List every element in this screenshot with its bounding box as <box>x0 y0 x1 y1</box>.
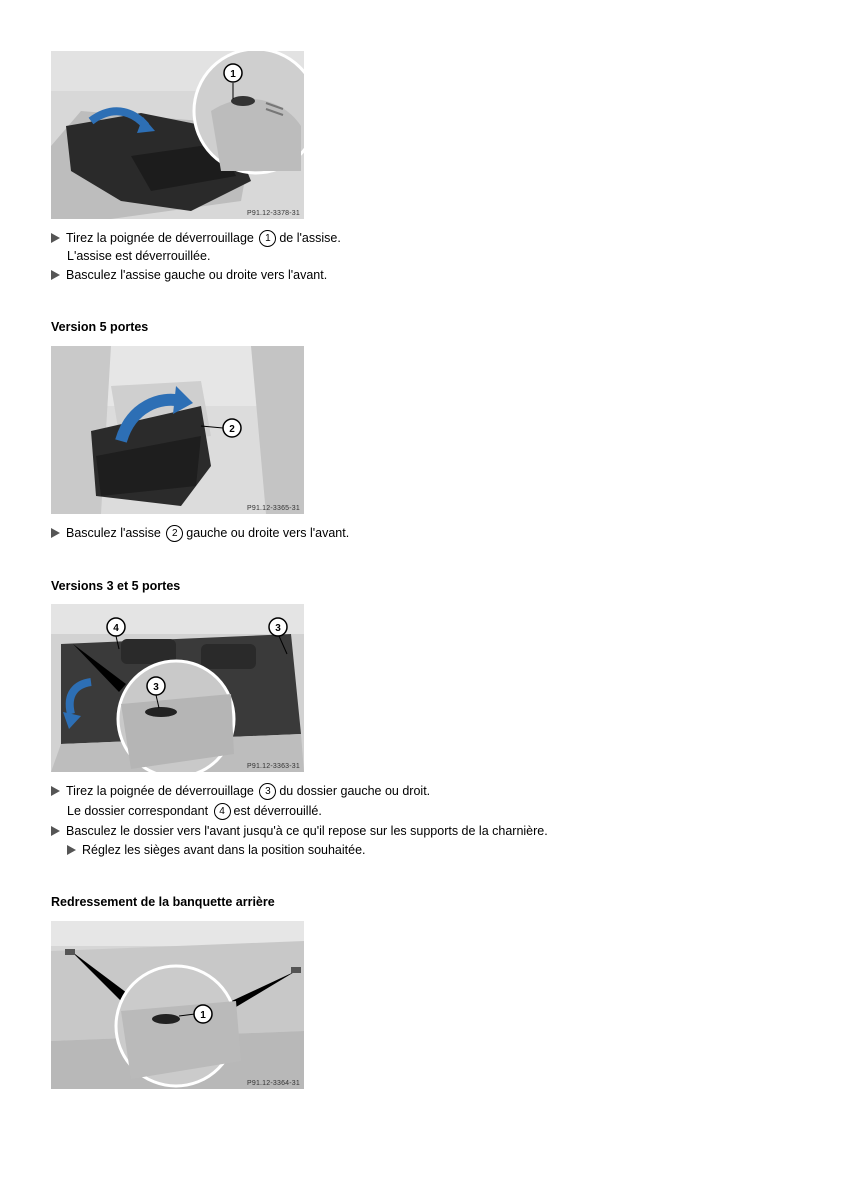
figure-reference: P91.12-3365-31 <box>246 505 300 512</box>
arrow-bullet-icon <box>51 826 60 836</box>
instruction-step <box>51 823 548 839</box>
instruction-step <box>51 230 341 247</box>
step-text: Basculez le dossier vers l'avant jusqu'à ce qu'il repose sur les supports de la charnière. <box>66 824 548 838</box>
callout-ref-icon: 1 <box>259 230 276 247</box>
arrow-bullet-icon <box>51 528 60 538</box>
arrow-bullet-icon <box>67 845 76 855</box>
callout-ref-icon: 4 <box>214 803 231 820</box>
callout-ref-icon: 2 <box>166 525 183 542</box>
step-text: de l'assise. <box>279 231 341 245</box>
figure-reference: P91.12-3364-31 <box>246 1080 300 1087</box>
instruction-result <box>67 803 322 820</box>
step-text: Basculez l'assise gauche ou droite vers l'avant. <box>66 268 328 282</box>
figure-rear-bench-restore <box>51 921 304 1089</box>
instruction-step <box>51 525 349 542</box>
callout-ref-icon: 3 <box>259 783 276 800</box>
callout-3: 3 <box>275 623 281 634</box>
callout-3: 3 <box>153 682 159 693</box>
step-text: Tirez la poignée de déverrouillage <box>66 784 254 798</box>
section-heading: Redressement de la banquette arrière <box>51 895 275 909</box>
figure-backrest-release <box>51 604 304 772</box>
section-heading: Version 5 portes <box>51 320 149 334</box>
callout-4: 4 <box>113 623 119 634</box>
arrow-bullet-icon <box>51 786 60 796</box>
callout-2: 2 <box>229 424 235 435</box>
result-text: est déverrouillé. <box>233 804 322 818</box>
step-text: gauche ou droite vers l'avant. <box>186 526 350 540</box>
step-text: Basculez l'assise <box>66 526 161 540</box>
figure-seat-cushion-tilt <box>51 346 304 514</box>
step-text: du dossier gauche ou droit. <box>279 784 431 798</box>
figure-reference: P91.12-3363-31 <box>246 763 300 770</box>
step-text: Réglez les sièges avant dans la position souhaitée. <box>82 843 366 857</box>
step-text: Tirez la poignée de déverrouillage <box>66 231 254 245</box>
instruction-step <box>51 267 327 283</box>
section-heading: Versions 3 et 5 portes <box>51 579 181 593</box>
figure-seat-cushion-release <box>51 51 304 219</box>
instruction-step <box>67 842 366 858</box>
instruction-step <box>51 783 430 800</box>
arrow-bullet-icon <box>51 233 60 243</box>
instruction-result: L'assise est déverrouillée. <box>67 249 211 263</box>
arrow-bullet-icon <box>51 270 60 280</box>
callout-1: 1 <box>230 69 236 80</box>
callout-1: 1 <box>200 1010 206 1021</box>
figure-reference: P91.12-3378-31 <box>246 210 300 217</box>
result-text: Le dossier correspondant <box>67 804 209 818</box>
